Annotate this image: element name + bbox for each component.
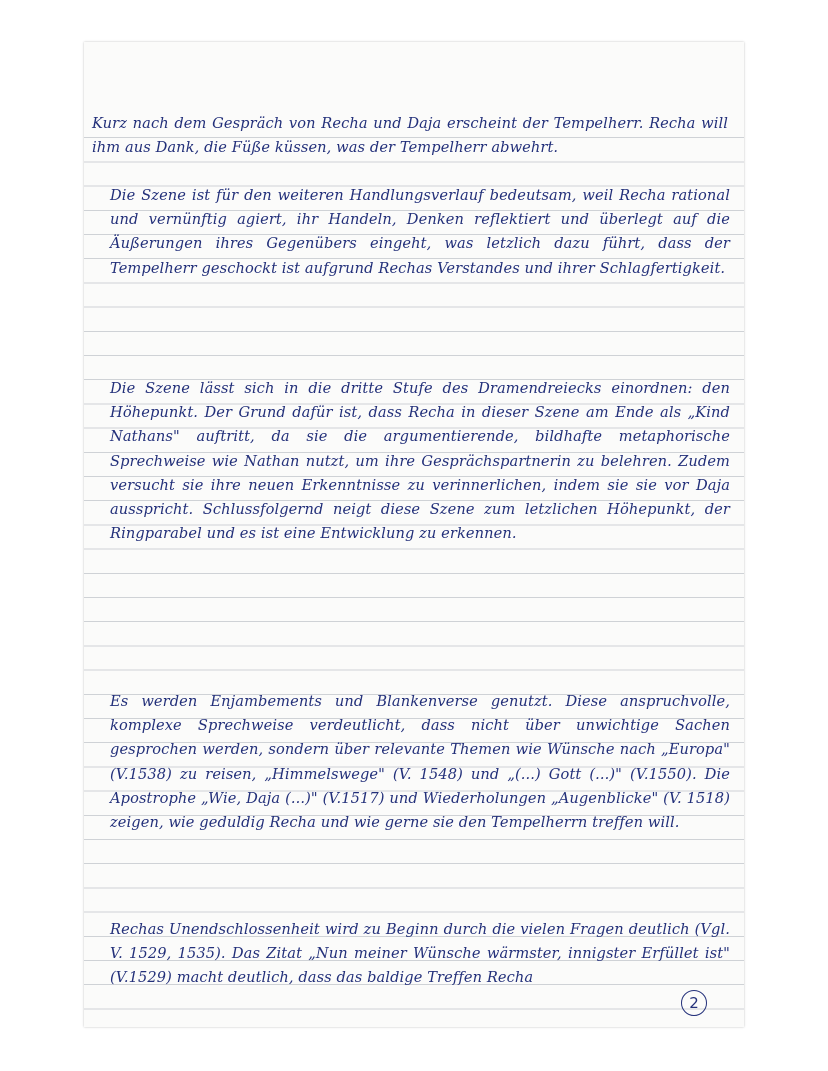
paragraph-language: Es werden Enjambements und Blankenverse genutzt. Diese anspruchvolle, komplexe Sprechweise verdeutlicht, dass nicht über unwichtige Sachen gesprochen werden, sondern über relevante Themen wie Wünsche nach „Europa" (V.1538) zu reisen, „Himmelswege" (V. 1548) und „(...) Gott (...)" (V.1550). Die Apostrophe „Wie, Daja (...)" (V.1517) und Wiederholungen „Augenblicke" (V. 1518) zeigen, wie geduldig Recha und wie gerne sie den Tempelherrn treffen will.: [110, 693, 730, 832]
paragraph-summary: Kurz nach dem Gespräch von Recha und Daja erscheint der Tempelherr. Recha will ihm aus Dank, die Füße küssen, was der Tempelherr abwehrt.: [92, 115, 728, 157]
page-number-badge: 2: [681, 990, 707, 1016]
paragraph-indecision: Rechas Unendschlossenheit wird zu Beginn durch die vielen Fragen deutlich (Vgl. V. 1529, 1535). Das Zitat „Nun meiner Wünsche wärmster, innigster Erfüllet ist" (V.1529) macht deutlich, dass das baldige Treffen Recha: [110, 921, 730, 987]
paragraph-drama-structure: Die Szene lässt sich in die dritte Stufe des Dramendreiecks einordnen: den Höhepunkt. Der Grund dafür ist, dass Recha in dieser Szene am Ende als „Kind Nathans" auftritt, da sie die argumentierende, bildhafte metaphorische Sprechweise wie Nathan nutzt, um ihre Gesprächspartnerin zu belehren. Zudem versucht sie ihre neuen Erkenntnisse zu verinnerlichen, indem sie sie vor Daja ausspricht. Schlussfolgernd neigt diese Szene zum letzlichen Höhepunkt, der Ringparabel und es ist eine Entwicklung zu erkennen.: [110, 380, 730, 543]
notebook-page: [84, 42, 744, 1027]
paragraph-significance: Die Szene ist für den weiteren Handlungsverlauf bedeutsam, weil Recha rational und vernünftig agiert, ihr Handeln, Denken reflektiert und überlegt auf die Äußerungen ihres Gegenübers eingeht, was letzlich dazu führt, dass der Tempelherr geschockt ist aufgrund Rechas Verstandes und ihrer Schlagfertigkeit.: [110, 187, 730, 277]
